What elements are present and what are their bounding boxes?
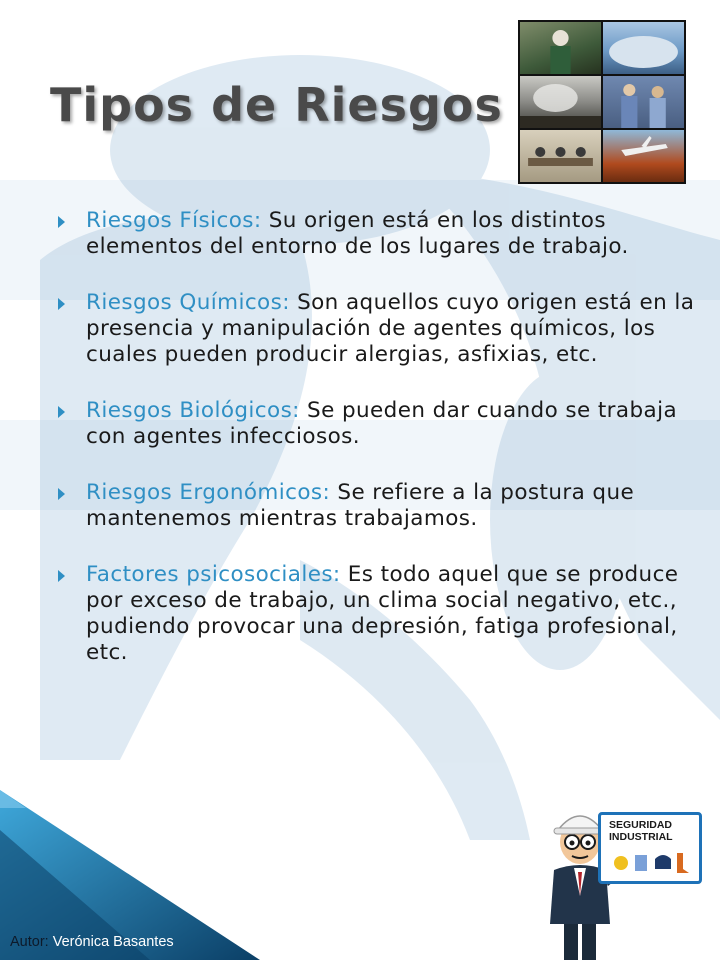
- bullet-text: Se refiere a la postura que mantenemos mientras trabajamos.: [86, 480, 635, 531]
- bullet-text: Su origen está en los distintos elementos del entorno de los lugares de trabajo.: [86, 208, 629, 259]
- bullet-arrow-icon: [58, 570, 65, 582]
- bullet-factores-psicosociales: [58, 562, 698, 666]
- bullet-term: Riesgos Químicos:: [86, 290, 290, 315]
- bullet-text: Son aquellos cuyo origen está en la presencia y manipulación de agentes químicos, los cuales pueden producir alergias, asfixias, etc.: [86, 290, 695, 367]
- author-name: Verónica Basantes: [48, 934, 174, 950]
- bullet-riesgos-fisicos: [58, 208, 698, 260]
- bullet-text: Es todo aquel que se produce por exceso de trabajo, un clima social negativo, etc., pudiendo provocar una depresión, fatiga profesional, etc.: [86, 562, 679, 665]
- bullet-term: Riesgos Ergonómicos:: [86, 480, 331, 505]
- collage-photo-worker-mask: [520, 22, 601, 74]
- bullet-arrow-icon: [58, 216, 65, 228]
- sign-text: SEGURIDAD INDUSTRIAL: [609, 819, 673, 843]
- collage-photo-office: [520, 130, 601, 182]
- bullet-arrow-icon: [58, 488, 65, 500]
- slide-title: Tipos de Riesgos: [50, 78, 503, 132]
- author-credit: [10, 934, 174, 950]
- collage-photo-smoke: [520, 76, 601, 128]
- bullet-arrow-icon: [58, 406, 65, 418]
- risk-bullet-list: [58, 208, 698, 696]
- bullet-text: Se pueden dar cuando se trabaja con agentes infecciosos.: [86, 398, 678, 449]
- photo-collage: [518, 20, 686, 184]
- safety-gear-icons: [611, 847, 691, 877]
- bullet-arrow-icon: [58, 298, 65, 310]
- bullet-riesgos-ergonomicos: [58, 480, 698, 532]
- collage-photo-people: [603, 76, 684, 128]
- bullet-term: Riesgos Físicos:: [86, 208, 262, 233]
- bullet-term: Riesgos Biológicos:: [86, 398, 300, 423]
- author-label: Autor:: [10, 934, 49, 950]
- bullet-riesgos-quimicos: [58, 290, 698, 368]
- seguridad-industrial-sign: [598, 812, 702, 884]
- collage-photo-tanks: [603, 22, 684, 74]
- collage-photo-firefighting-plane: [603, 130, 684, 182]
- bullet-riesgos-biologicos: [58, 398, 698, 450]
- bullet-term: Factores psicosociales:: [86, 562, 341, 587]
